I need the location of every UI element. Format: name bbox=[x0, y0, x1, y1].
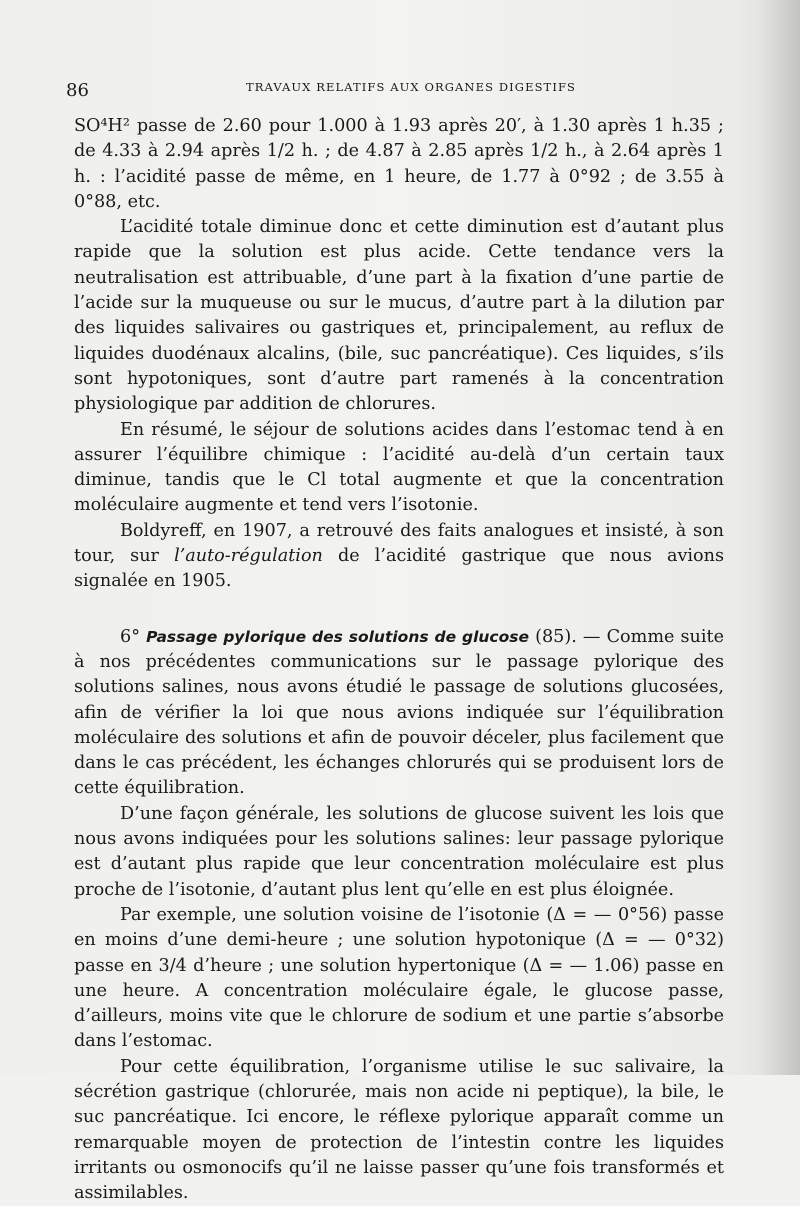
page-binding-shadow bbox=[760, 0, 800, 1075]
page-number: 86 bbox=[66, 80, 89, 101]
section-title: Passage pylorique des solutions de glucose bbox=[146, 627, 529, 646]
boldyreff-text-end: de l’acidité gastrique que nous avions signalée en 1905. bbox=[74, 546, 724, 592]
page-header bbox=[66, 78, 716, 102]
paragraph-continuation: SO⁴H² passe de 2.60 pour 1.000 à 1.93 après 20′, à 1.30 après 1 h.35 ; de 4.33 à 2.94 après 1/2 h. ; de 4.87 à 2.85 après 1/2 h., à 2.64 après 1 h. : l’acidité passe de même, en 1 heure, de 1.77 à 0°92 ; de 3.55 à 0°88, etc. bbox=[74, 116, 724, 212]
paragraph-boldyreff bbox=[74, 519, 724, 595]
auto-regulation-term: l’auto-régulation bbox=[174, 546, 323, 567]
paragraph-examples: Par exemple, une solution voisine de l’isotonie (Δ = — 0°56) passe en moins d’une demi-heure ; une solution hypotonique (Δ = — 0°32) passe en 3/4 d’heure ; une solution hypertonique (Δ = — 1.06) passe en une heure. A concentration moléculaire égale, le glucose passe, d’ailleurs, moins vite que le chlorure de sodium et une partie s’absorbe dans l’estomac. bbox=[74, 904, 724, 1052]
section-glucose bbox=[74, 625, 724, 802]
section-number: 6° bbox=[120, 626, 147, 647]
running-title: TRAVAUX RELATIFS AUX ORGANES DIGESTIFS bbox=[246, 80, 577, 94]
paragraph-summary: En résumé, le séjour de solutions acides dans l’estomac tend à en assurer l’équilibre chimique : l’acidité au-delà d’un certain taux diminue, tandis que le Cl total augmente et que la concentration moléculaire augmente et tend vers l’isotonie. bbox=[74, 419, 724, 516]
section-intro-text: Comme suite à nos précédentes communications sur le passage pylorique des solutions salines, nous avons étudié le passage de solutions glucosées, afin de vérifier la loi que nous avions indiquée sur l’équilibration moléculaire des solutions et afin de pouvoir déceler, plus facilement que dans le cas précédent, les échanges chlorurés qui se produisent lors de cette équilibration. bbox=[74, 626, 724, 799]
section-reference: (85). — bbox=[529, 626, 607, 647]
paragraph-general-laws: D’une façon générale, les solutions de glucose suivent les lois que nous avons indiquées pour les solutions salines: leur passage pylorique est d’autant plus rapide que leur concentration moléculaire est plus proche de l’isotonie, d’autant plus lent qu’elle en est plus éloignée. bbox=[74, 803, 724, 900]
boldyreff-text-start: Boldyreff, en 1907, a retrouvé des faits analogues et insisté, à son tour, sur bbox=[74, 520, 724, 567]
body-text bbox=[74, 114, 724, 1206]
paragraph-equilibration: Pour cette équilibration, l’organisme utilise le suc salivaire, la sécrétion gastrique (chlorurée, mais non acide ni peptique), la bile, le suc pancréatique. Ici encore, le réflexe pylorique apparaît comme un remarquable moyen de protection de l’intestin contre les liquides irritants ou osmonocifs qu’il ne laisse passer qu’une fois transformés et assimilables. bbox=[74, 1056, 724, 1204]
paragraph-acidity: L’acidité totale diminue donc et cette diminution est d’autant plus rapide que la solution est plus acide. Cette tendance vers la neutralisation est attribuable, d’une part à la fixation d’une partie de l’acide sur la muqueuse ou sur le mucus, d’autre part à la dilution par des liquides salivaires ou gastriques et, principalement, au reflux de liquides duodénaux alcalins, (bile, suc pancréatique). Ces liquides, s’ils sont hypotoniques, sont d’autre part ramenés à la concentration physiologique par addition de chlorures. bbox=[74, 217, 724, 415]
